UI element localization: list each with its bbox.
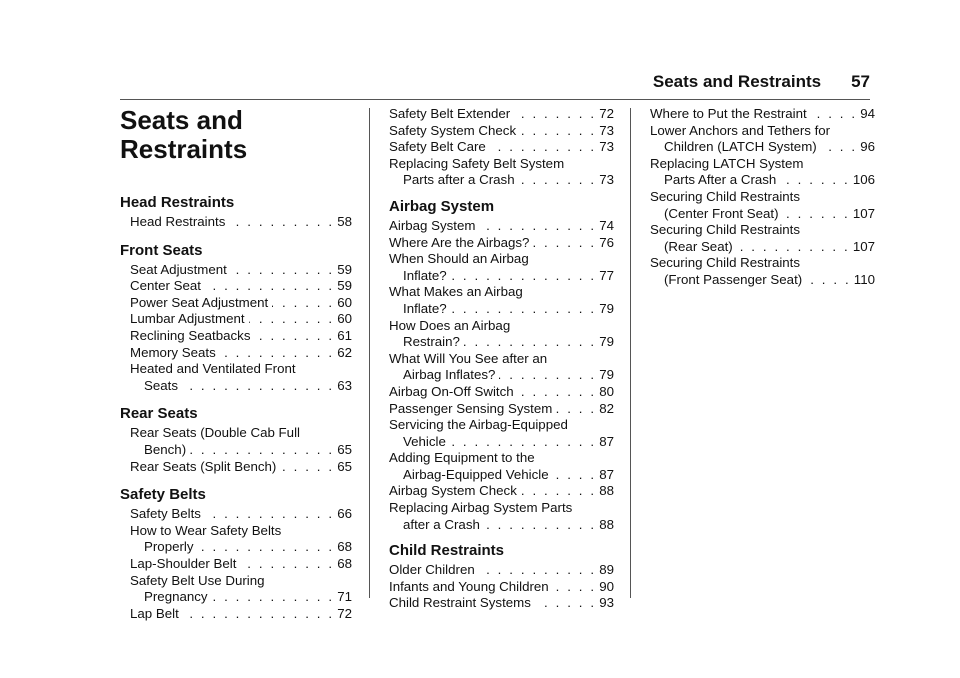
toc-page-number: 68 xyxy=(337,555,352,571)
dot-leader xyxy=(499,367,596,384)
toc-entry-line xyxy=(389,318,614,335)
toc-column-1-sections xyxy=(120,194,352,622)
toc-entry-text: Older Children xyxy=(389,562,475,578)
toc-entry-text: Power Seat Adjustment xyxy=(130,294,269,310)
toc-page-number: 106 xyxy=(852,172,875,188)
toc-page-number: 87 xyxy=(599,433,614,449)
toc-page-number: 107 xyxy=(852,238,875,254)
toc-entry-line xyxy=(650,206,875,223)
toc-entry xyxy=(130,606,352,623)
toc-entry-line xyxy=(130,328,352,345)
section-heading: Child Restraints xyxy=(389,542,505,560)
dot-leader xyxy=(783,206,850,223)
toc-entry-list xyxy=(389,218,614,533)
toc-entry-list xyxy=(130,262,352,395)
chapter-title-line: Seats and xyxy=(120,105,243,135)
toc-entry-text: How Does an Airbag xyxy=(389,317,511,333)
toc-entry xyxy=(389,235,614,252)
dot-leader xyxy=(514,106,596,123)
toc-entry-text: Airbag On-Off Switch xyxy=(389,383,514,399)
chapter-title-line: Restraints xyxy=(120,134,248,164)
toc-entry-line xyxy=(389,467,614,484)
toc-entry-line xyxy=(130,523,352,540)
toc-entry-text: Properly xyxy=(144,539,194,555)
toc-entry-line xyxy=(389,235,614,252)
toc-entry xyxy=(130,262,352,279)
toc-entry xyxy=(389,562,614,579)
toc-page-number: 79 xyxy=(599,300,614,316)
toc-page-number: 73 xyxy=(599,172,614,188)
toc-entry-text: Inflate? xyxy=(403,267,447,283)
toc-entry-line xyxy=(130,459,352,476)
dot-leader xyxy=(490,139,596,156)
toc-entry xyxy=(389,318,614,351)
toc-entry xyxy=(130,506,352,523)
toc-entry xyxy=(130,311,352,328)
toc-entry-text: Reclining Seatbacks xyxy=(130,327,251,343)
toc-entry-text: Pregnancy xyxy=(144,589,208,605)
toc-entry-text: Safety Belt Use During xyxy=(130,572,265,588)
toc-entry-text: Infants and Young Children xyxy=(389,578,549,594)
toc-page-number: 89 xyxy=(599,562,614,578)
toc-entry-text: What Makes an Airbag xyxy=(389,284,523,300)
toc-entry-text: What Will You See after an xyxy=(389,350,548,366)
toc-entry-text: Parts after a Crash xyxy=(403,172,515,188)
toc-entry-text: Replacing Safety Belt System xyxy=(389,155,565,171)
dot-leader xyxy=(553,467,597,484)
toc-entry-text: Seats xyxy=(144,377,179,393)
toc-entry-text: Airbag System xyxy=(389,217,476,233)
dot-leader xyxy=(212,589,335,606)
toc-entry-line xyxy=(650,106,875,123)
dot-leader xyxy=(479,562,596,579)
toc-entry-list xyxy=(130,506,352,622)
toc-page-number: 90 xyxy=(599,578,614,594)
toc-entry-line xyxy=(130,506,352,523)
toc-entry-text: Children (LATCH System) xyxy=(664,139,817,155)
toc-page-number: 59 xyxy=(337,278,352,294)
toc-entry-line xyxy=(389,483,614,500)
toc-page-number: 110 xyxy=(853,271,875,287)
dot-leader xyxy=(519,172,597,189)
toc-entry-text: (Center Front Seat) xyxy=(664,205,779,221)
toc-entry-line xyxy=(130,214,352,231)
toc-entry-text: (Front Passenger Seat) xyxy=(664,271,803,287)
toc-entry-text: Vehicle xyxy=(403,433,446,449)
dot-leader xyxy=(272,295,334,312)
toc-page-number: 59 xyxy=(337,261,352,277)
toc-entry-line xyxy=(130,539,352,556)
toc-entry xyxy=(389,106,614,123)
toc-entry-text: When Should an Airbag xyxy=(389,251,529,267)
toc-page-number: 62 xyxy=(337,344,352,360)
toc-page-number: 94 xyxy=(860,106,875,121)
toc-page-number: 80 xyxy=(599,383,614,399)
dot-leader xyxy=(821,139,858,156)
dot-leader xyxy=(229,214,334,231)
toc-entry-line xyxy=(650,123,875,140)
page-number: 57 xyxy=(851,72,870,91)
toc-entry-text: Replacing LATCH System xyxy=(650,155,804,171)
toc-entry xyxy=(650,255,875,288)
dot-leader xyxy=(220,345,334,362)
toc-entry xyxy=(650,189,875,222)
section-heading: Head Restraints xyxy=(120,194,235,211)
toc-entry-line xyxy=(130,311,352,328)
dot-leader xyxy=(182,378,334,395)
dot-leader xyxy=(190,442,334,459)
toc-entry-text: Center Seat xyxy=(130,278,201,294)
toc-entry-line xyxy=(130,295,352,312)
toc-entry-list xyxy=(389,562,614,612)
toc-entry-text: Child Restraint Systems xyxy=(389,595,531,611)
toc-entry-line xyxy=(130,425,352,442)
toc-entry xyxy=(389,139,614,156)
toc-column-1 xyxy=(120,106,352,622)
page-header xyxy=(653,72,870,92)
dot-leader xyxy=(464,334,596,351)
toc-column-3 xyxy=(650,106,875,289)
dot-leader xyxy=(533,235,596,252)
toc-entry-line xyxy=(389,268,614,285)
toc-entry-line xyxy=(389,384,614,401)
toc-entry xyxy=(389,401,614,418)
toc-entry xyxy=(130,556,352,573)
toc-entry xyxy=(389,251,614,284)
toc-entry-list xyxy=(389,106,614,189)
toc-entry-line xyxy=(650,222,875,239)
toc-entry-line xyxy=(650,272,875,289)
toc-entry xyxy=(130,361,352,394)
toc-entry xyxy=(130,523,352,556)
dot-leader xyxy=(518,384,597,401)
toc-page-number: 76 xyxy=(599,234,614,250)
toc-entry xyxy=(389,500,614,533)
chapter-title xyxy=(120,106,352,164)
toc-entry-line xyxy=(389,417,614,434)
toc-entry-line xyxy=(130,345,352,362)
toc-entry-line xyxy=(130,573,352,590)
toc-entry-text: Airbag Inflates? xyxy=(403,367,496,383)
toc-entry xyxy=(389,450,614,483)
dot-leader xyxy=(198,539,335,556)
toc-page-number: 60 xyxy=(337,311,352,327)
toc-entry xyxy=(130,214,352,231)
toc-entry-line xyxy=(389,401,614,418)
toc-entry-text: Lap-Shoulder Belt xyxy=(130,555,237,571)
toc-entry-text: Servicing the Airbag-Equipped xyxy=(389,417,568,433)
toc-entry-text: after a Crash xyxy=(403,516,480,532)
toc-entry-line xyxy=(650,139,875,156)
column-divider xyxy=(369,108,370,598)
toc-page-number: 65 xyxy=(337,458,352,474)
toc-page-number: 71 xyxy=(337,589,352,605)
toc-entry-line xyxy=(389,367,614,384)
toc-entry-text: Securing Child Restraints xyxy=(650,188,801,204)
toc-page-number: 79 xyxy=(599,334,614,350)
toc-entry-line xyxy=(130,556,352,573)
toc-entry-line xyxy=(389,351,614,368)
column-divider xyxy=(630,108,631,598)
toc-entry-list xyxy=(130,425,352,475)
toc-entry-line xyxy=(389,106,614,123)
toc-entry-text: (Rear Seat) xyxy=(664,238,733,254)
toc-entry-line xyxy=(130,442,352,459)
toc-entry-text: Where Are the Airbags? xyxy=(389,234,530,250)
toc-entry-line xyxy=(130,378,352,395)
toc-entry xyxy=(389,579,614,596)
toc-entry-text: Rear Seats (Split Bench) xyxy=(130,458,277,474)
toc-entry xyxy=(650,106,875,123)
toc-entry-line xyxy=(650,189,875,206)
dot-leader xyxy=(520,123,596,140)
toc-entry-line xyxy=(130,278,352,295)
toc-entry xyxy=(130,459,352,476)
toc-entry xyxy=(130,328,352,345)
toc-entry xyxy=(130,345,352,362)
header-rule xyxy=(120,99,870,100)
dot-leader xyxy=(556,401,596,418)
toc-entry-line xyxy=(389,301,614,318)
toc-entry-text: Safety Belts xyxy=(130,506,201,522)
toc-entry-text: Head Restraints xyxy=(130,214,226,229)
dot-leader xyxy=(780,172,849,189)
toc-page-number: 58 xyxy=(337,214,352,229)
toc-entry-line xyxy=(389,284,614,301)
toc-entry-line xyxy=(389,450,614,467)
toc-page-number: 72 xyxy=(599,106,614,121)
toc-entry xyxy=(130,425,352,458)
toc-entry-line xyxy=(650,156,875,173)
toc-entry-line xyxy=(130,606,352,623)
toc-entry-text: Heated and Ventilated Front xyxy=(130,361,296,377)
toc-entry-line xyxy=(389,500,614,517)
toc-entry xyxy=(389,417,614,450)
toc-entry-list xyxy=(130,214,352,231)
toc-entry xyxy=(389,284,614,317)
toc-entry xyxy=(130,573,352,606)
toc-column-3-sections xyxy=(650,106,875,289)
toc-entry-text: Lower Anchors and Tethers for xyxy=(650,122,831,138)
toc-page-number: 88 xyxy=(599,483,614,499)
toc-entry xyxy=(389,218,614,235)
toc-entry-text: Memory Seats xyxy=(130,344,216,360)
toc-entry-text: Parts After a Crash xyxy=(664,172,777,188)
toc-entry xyxy=(389,384,614,401)
section-heading: Safety Belts xyxy=(120,486,206,504)
dot-leader xyxy=(451,268,597,285)
toc-entry-text: Restrain? xyxy=(403,334,460,350)
toc-page-number: 72 xyxy=(337,605,352,621)
toc-entry-text: Safety Belt Extender xyxy=(389,106,511,121)
dot-leader xyxy=(231,262,334,279)
toc-entry xyxy=(389,483,614,500)
toc-entry-text: Lumbar Adjustment xyxy=(130,311,245,327)
toc-column-2 xyxy=(389,106,614,612)
toc-entry-line xyxy=(389,517,614,534)
toc-entry-text: Lap Belt xyxy=(130,605,179,621)
toc-page-number: 88 xyxy=(599,516,614,532)
toc-entry-text: Adding Equipment to the xyxy=(389,450,535,466)
toc-entry xyxy=(389,595,614,612)
toc-page-number: 65 xyxy=(337,441,352,457)
toc-entry-line xyxy=(389,434,614,451)
toc-page-number: 79 xyxy=(599,367,614,383)
toc-entry-line xyxy=(389,334,614,351)
toc-entry-line xyxy=(389,251,614,268)
toc-entry-text: Inflate? xyxy=(403,300,447,316)
toc-entry xyxy=(650,123,875,156)
section-heading: Front Seats xyxy=(120,241,203,259)
toc-entry-text: Rear Seats (Double Cab Full xyxy=(130,425,300,441)
toc-entry xyxy=(389,351,614,384)
dot-leader xyxy=(254,328,334,345)
running-title: Seats and Restraints xyxy=(652,72,822,91)
toc-entry-line xyxy=(389,156,614,173)
dot-leader xyxy=(205,506,334,523)
toc-entry xyxy=(650,222,875,255)
toc-entry-text: Airbag System Check xyxy=(389,483,517,499)
dot-leader xyxy=(806,272,851,289)
toc-page-number: 61 xyxy=(337,327,352,343)
toc-page-number: 87 xyxy=(599,466,614,482)
dot-leader xyxy=(484,517,596,534)
dot-leader xyxy=(451,301,597,318)
toc-entry-line xyxy=(389,123,614,140)
toc-entry-line xyxy=(389,172,614,189)
section-heading: Airbag System xyxy=(389,197,495,215)
toc-page-number: 66 xyxy=(337,506,352,522)
dot-leader xyxy=(737,239,850,256)
toc-entry-text: Seat Adjustment xyxy=(130,261,227,277)
toc-entry-line xyxy=(650,255,875,272)
toc-column-2-sections xyxy=(389,106,614,612)
dot-leader xyxy=(450,434,596,451)
toc-page-number: 107 xyxy=(852,205,875,221)
toc-entry-text: Safety System Check xyxy=(389,122,517,138)
toc-entry-text: Replacing Airbag System Parts xyxy=(389,500,573,516)
toc-entry-line xyxy=(650,239,875,256)
toc-entry-line xyxy=(389,562,614,579)
toc-entry-text: Safety Belt Care xyxy=(389,139,486,155)
toc-entry-line xyxy=(389,218,614,235)
toc-page-number: 82 xyxy=(599,400,614,416)
dot-leader xyxy=(521,483,596,500)
toc-page-number: 73 xyxy=(599,122,614,138)
toc-entry xyxy=(389,123,614,140)
toc-entry-text: Securing Child Restraints xyxy=(650,255,801,271)
toc-entry-text: Securing Child Restraints xyxy=(650,222,801,238)
toc-page-number: 74 xyxy=(599,217,614,233)
toc-entry xyxy=(130,295,352,312)
dot-leader xyxy=(553,579,597,596)
toc-page-number: 96 xyxy=(860,139,875,155)
toc-entry-line xyxy=(650,172,875,189)
toc-page-number: 77 xyxy=(599,267,614,283)
toc-page-number: 63 xyxy=(337,377,352,393)
toc-entry-line xyxy=(130,361,352,378)
dot-leader xyxy=(249,311,335,328)
toc-entry-text: Passenger Sensing System xyxy=(389,400,553,416)
toc-entry-line xyxy=(389,595,614,612)
dot-leader xyxy=(240,556,334,573)
toc-entry-text: Where to Put the Restraint xyxy=(650,106,807,121)
dot-leader xyxy=(205,278,334,295)
toc-entry xyxy=(650,156,875,189)
dot-leader xyxy=(280,459,334,476)
dot-leader xyxy=(535,595,596,612)
toc-entry-line xyxy=(389,579,614,596)
section-heading: Rear Seats xyxy=(120,405,198,423)
toc-page-number: 73 xyxy=(599,139,614,155)
toc-page-number: 68 xyxy=(337,539,352,555)
toc-entry-text: Airbag-Equipped Vehicle xyxy=(403,466,549,482)
toc-entry-text: How to Wear Safety Belts xyxy=(130,522,282,538)
dot-leader xyxy=(183,606,334,623)
toc-entry-line xyxy=(130,262,352,279)
toc-page-number: 93 xyxy=(599,595,614,611)
dot-leader xyxy=(811,106,858,123)
toc-entry xyxy=(130,278,352,295)
toc-entry-line xyxy=(130,589,352,606)
toc-entry xyxy=(389,156,614,189)
dot-leader xyxy=(479,218,596,235)
toc-entry-line xyxy=(389,139,614,156)
toc-page-number: 60 xyxy=(337,294,352,310)
toc-entry-text: Bench) xyxy=(144,441,187,457)
toc-entry-list xyxy=(650,106,875,289)
